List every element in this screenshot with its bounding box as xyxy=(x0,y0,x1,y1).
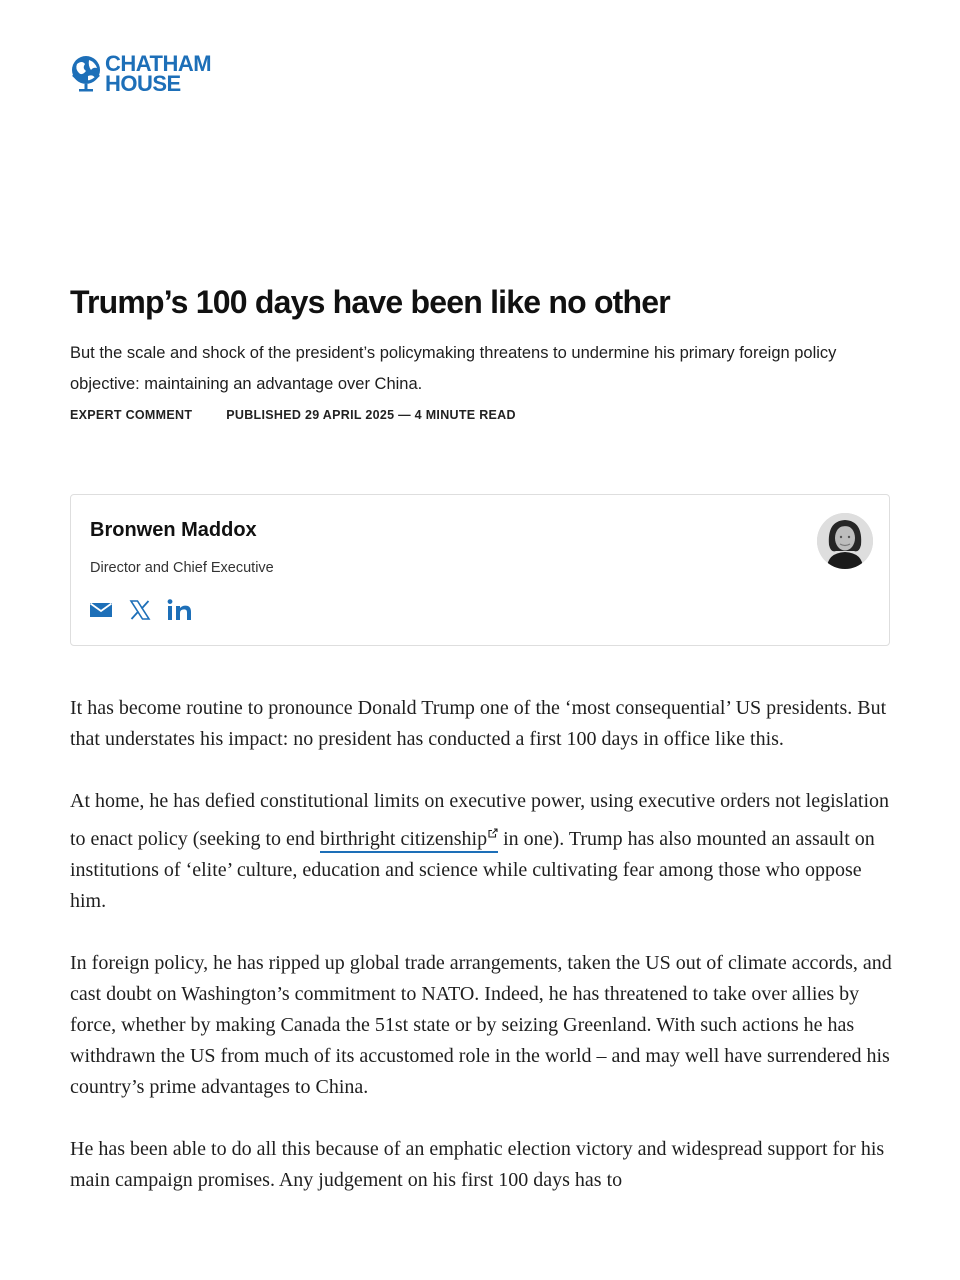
author-avatar xyxy=(817,513,873,569)
globe-icon xyxy=(70,55,102,93)
logo-line-1: CHATHAM xyxy=(105,51,212,76)
article-title: Trump’s 100 days have been like no other xyxy=(70,284,670,320)
body-paragraph-1: It has become routine to pronounce Donald Trump one of the ‘most consequential’ US presidents. But that understates his impact: no president has conducted a first 100 days in office like this. xyxy=(70,697,887,750)
body-paragraph-2 xyxy=(70,786,900,917)
article-meta xyxy=(70,408,516,422)
body-paragraph-4: He has been able to do all this because of an emphatic election victory and widespread support for his main campaign promises. Any judgement on his first 100 days has to xyxy=(70,1138,885,1191)
logo-line-2: HOUSE xyxy=(105,71,181,96)
article-published: PUBLISHED 29 APRIL 2025 — 4 MINUTE READ xyxy=(226,408,516,422)
email-icon[interactable] xyxy=(89,601,113,624)
author-name[interactable]: Bronwen Maddox xyxy=(90,519,257,541)
x-icon[interactable] xyxy=(129,599,151,626)
logo-wordmark xyxy=(105,51,212,96)
author-role: Director and Chief Executive xyxy=(90,560,274,576)
birthright-citizenship-link-text: birthright citizenship xyxy=(319,828,488,850)
linkedin-icon[interactable] xyxy=(167,599,193,626)
body-paragraph-3: In foreign policy, he has ripped up global trade arrangements, taken the US out of climate accords, and cast doubt on Washington’s commitment to NATO. Indeed, he has threatened to take over allies by force, whether by making Canada the 51st state or by seizing Greenland. With such actions he has withdrawn the US from much of its accustomed role in the world – and may well have surrendered his country’s prime advantages to China. xyxy=(70,952,892,1098)
chatham-house-logo[interactable] xyxy=(70,51,212,96)
external-link-icon xyxy=(488,817,498,848)
birthright-citizenship-link[interactable] xyxy=(320,828,498,853)
article-category[interactable]: EXPERT COMMENT xyxy=(70,408,193,422)
paragraph-2-text-start: At home, he has defied constitutional limits on executive power, using executive orders not legislation to enact policy (seeking to end xyxy=(70,790,890,850)
article-standfirst: But the scale and shock of the president’s policymaking threatens to undermine his primary foreign policy objective: maintaining an advantage over China. xyxy=(70,344,837,393)
author-card xyxy=(70,494,890,646)
paragraph-2-text-end: in one). Trump has also mounted an assault on institutions of ‘elite’ culture, education and science while cultivating fear among those who oppose him. xyxy=(70,828,875,912)
author-social-links xyxy=(89,599,193,626)
article-body xyxy=(70,693,900,1227)
